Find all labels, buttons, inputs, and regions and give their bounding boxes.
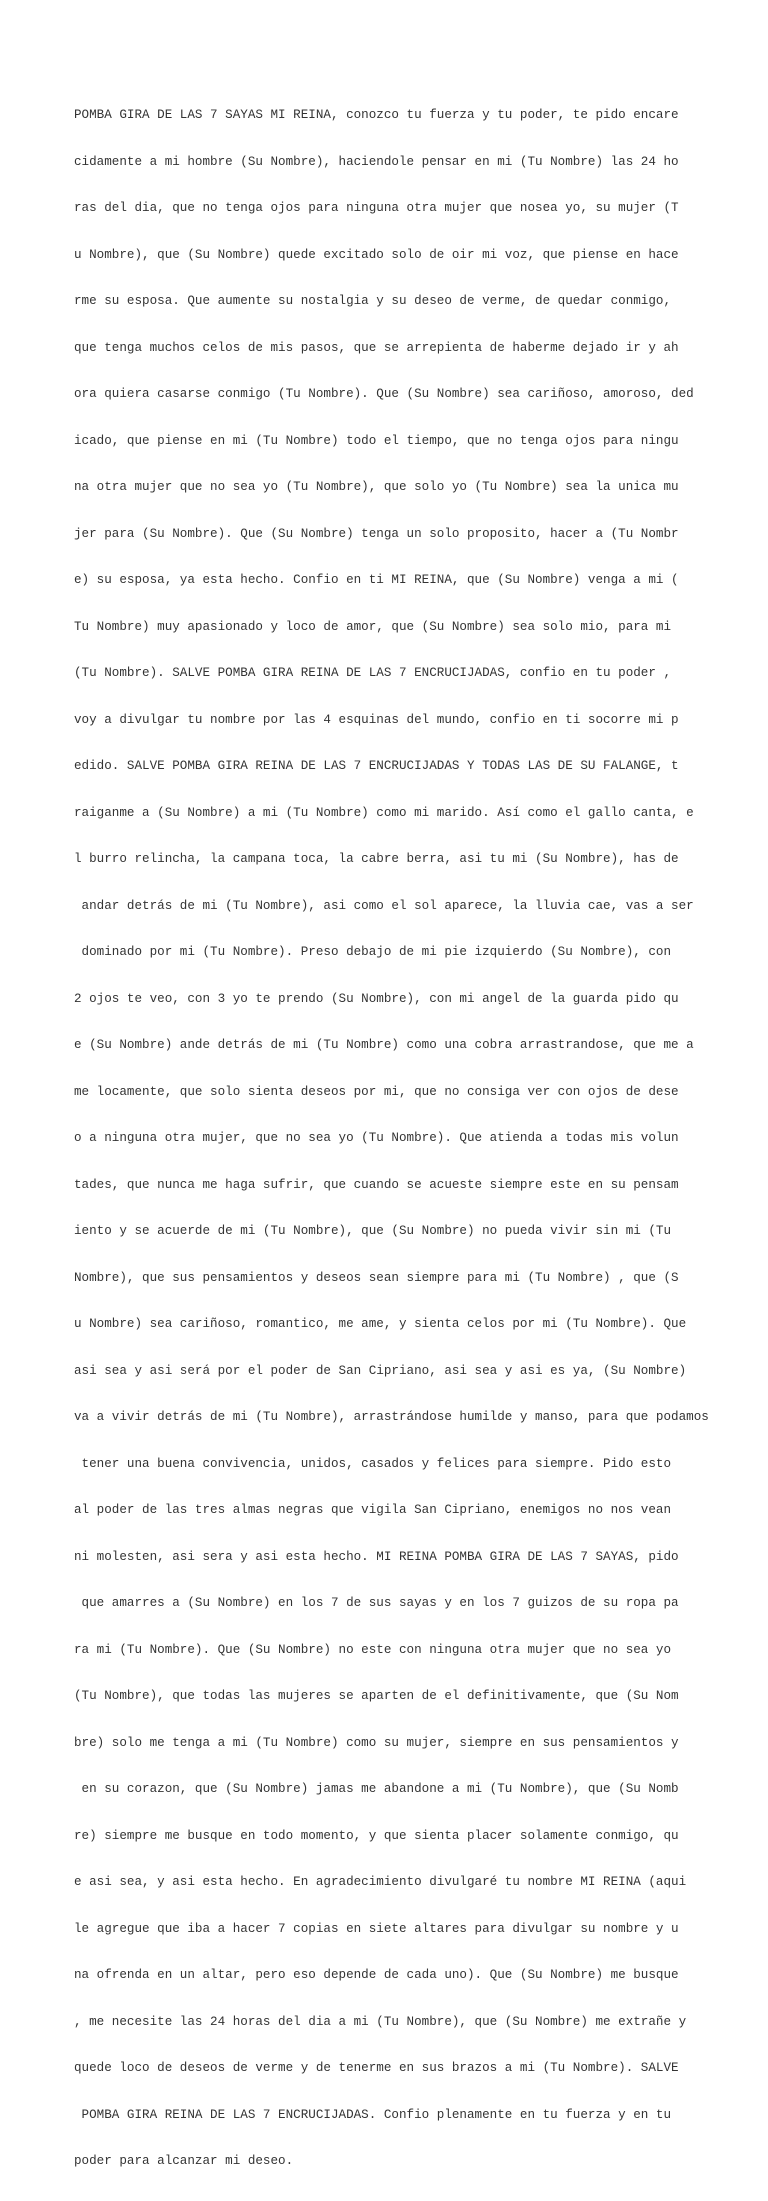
text-line: u Nombre), que (Su Nombre) quede excitado solo de oir mi voz, que piense en hace <box>74 247 679 262</box>
text-line: tener una buena convivencia, unidos, casados y felices para siempre. Pido esto <box>74 1456 672 1471</box>
text-line: andar detrás de mi (Tu Nombre), asi como el sol aparece, la lluvia cae, vas a ser <box>74 898 694 913</box>
text-line: voy a divulgar tu nombre por las 4 esquinas del mundo, confio en ti socorre mi p <box>74 712 679 727</box>
text-line: raiganme a (Su Nombre) a mi (Tu Nombre) como mi marido. Así como el gallo canta, e <box>74 805 694 820</box>
text-line: na otra mujer que no sea yo (Tu Nombre), que solo yo (Tu Nombre) sea la unica mu <box>74 480 679 494</box>
text-line: ras del dia, que no tenga ojos para ninguna otra mujer que nosea yo, su mujer (T <box>74 201 679 215</box>
text-line: ora quiera casarse conmigo (Tu Nombre). Que (Su Nombre) sea cariñoso, amoroso, ded <box>74 387 694 401</box>
text-line: quede loco de deseos de verme y de tenerme en sus brazos a mi (Tu Nombre). SALVE <box>74 2061 679 2075</box>
text-line: rme su esposa. Que aumente su nostalgia y su deseo de verme, de quedar conmigo, <box>74 294 672 308</box>
text-line: asi sea y asi será por el poder de San Cipriano, asi sea y asi es ya, (Su Nombre) <box>74 1363 687 1378</box>
document-body-text <box>74 77 744 2201</box>
text-line: 2 ojos te veo, con 3 yo te prendo (Su Nombre), con mi angel de la guarda pido qu <box>74 991 679 1006</box>
text-line: ni molesten, asi sera y asi esta hecho. MI REINA POMBA GIRA DE LAS 7 SAYAS, pido <box>74 1549 679 1564</box>
text-line: ra mi (Tu Nombre). Que (Su Nombre) no este con ninguna otra mujer que no sea yo <box>74 1642 672 1657</box>
text-line: iento y se acuerde de mi (Tu Nombre), que (Su Nombre) no pueda vivir sin mi (Tu <box>74 1224 672 1238</box>
text-line: na ofrenda en un altar, pero eso depende de cada uno). Que (Su Nombre) me busque <box>74 1968 679 1982</box>
text-line: le agregue que iba a hacer 7 copias en siete altares para divulgar su nombre y u <box>74 1921 679 1936</box>
text-line: e) su esposa, ya esta hecho. Confio en ti MI REINA, que (Su Nombre) venga a mi ( <box>74 573 679 587</box>
text-line: , me necesite las 24 horas del dia a mi (Tu Nombre), que (Su Nombre) me extrañe y <box>74 2014 687 2029</box>
text-line: re) siempre me busque en todo momento, y que sienta placer solamente conmigo, qu <box>74 1828 679 1843</box>
text-line: me locamente, que solo sienta deseos por mi, que no consiga ver con ojos de dese <box>74 1084 679 1099</box>
text-line: poder para alcanzar mi deseo. <box>74 2154 294 2168</box>
text-line: o a ninguna otra mujer, que no sea yo (Tu Nombre). Que atienda a todas mis volun <box>74 1131 679 1145</box>
text-line: POMBA GIRA DE LAS 7 SAYAS MI REINA, conozco tu fuerza y tu poder, te pido encare <box>74 108 679 122</box>
text-line: dominado por mi (Tu Nombre). Preso debajo de mi pie izquierdo (Su Nombre), con <box>74 945 672 959</box>
text-line: edido. SALVE POMBA GIRA REINA DE LAS 7 ENCRUCIJADAS Y TODAS LAS DE SU FALANGE, t <box>74 759 679 773</box>
text-line: e asi sea, y asi esta hecho. En agradecimiento divulgaré tu nombre MI REINA (aqui <box>74 1875 687 1889</box>
text-line: Tu Nombre) muy apasionado y loco de amor, que (Su Nombre) sea solo mio, para mi <box>74 619 672 634</box>
text-line: Nombre), que sus pensamientos y deseos sean siempre para mi (Tu Nombre) , que (S <box>74 1270 679 1285</box>
text-line: (Tu Nombre), que todas las mujeres se aparten de el definitivamente, que (Su Nom <box>74 1689 679 1703</box>
text-line: l burro relincha, la campana toca, la cabre berra, asi tu mi (Su Nombre), has de <box>74 852 679 866</box>
text-line: que amarres a (Su Nombre) en los 7 de sus sayas y en los 7 guizos de su ropa pa <box>74 1596 679 1610</box>
text-line: tades, que nunca me haga sufrir, que cuando se acueste siempre este en su pensam <box>74 1177 679 1192</box>
text-line: va a vivir detrás de mi (Tu Nombre), arrastrándose humilde y manso, para que podamos <box>74 1410 709 1424</box>
text-line: (Tu Nombre). SALVE POMBA GIRA REINA DE LAS 7 ENCRUCIJADAS, confio en tu poder , <box>74 666 672 680</box>
text-line: e (Su Nombre) ande detrás de mi (Tu Nombre) como una cobra arrastrandose, que me a <box>74 1038 694 1052</box>
text-line: bre) solo me tenga a mi (Tu Nombre) como su mujer, siempre en sus pensamientos y <box>74 1735 679 1750</box>
text-line: jer para (Su Nombre). Que (Su Nombre) tenga un solo proposito, hacer a (Tu Nombr <box>74 526 679 541</box>
text-line: que tenga muchos celos de mis pasos, que se arrepienta de haberme dejado ir y ah <box>74 340 679 355</box>
text-line: en su corazon, que (Su Nombre) jamas me abandone a mi (Tu Nombre), que (Su Nomb <box>74 1782 679 1796</box>
text-line: u Nombre) sea cariñoso, romantico, me ame, y sienta celos por mi (Tu Nombre). Que <box>74 1317 687 1331</box>
text-line: cidamente a mi hombre (Su Nombre), haciendole pensar en mi (Tu Nombre) las 24 ho <box>74 154 679 169</box>
text-line: icado, que piense en mi (Tu Nombre) todo el tiempo, que no tenga ojos para ningu <box>74 433 679 448</box>
text-line: POMBA GIRA REINA DE LAS 7 ENCRUCIJADAS. Confio plenamente en tu fuerza y en tu <box>74 2107 672 2122</box>
text-line: al poder de las tres almas negras que vigila San Cipriano, enemigos no nos vean <box>74 1503 672 1517</box>
